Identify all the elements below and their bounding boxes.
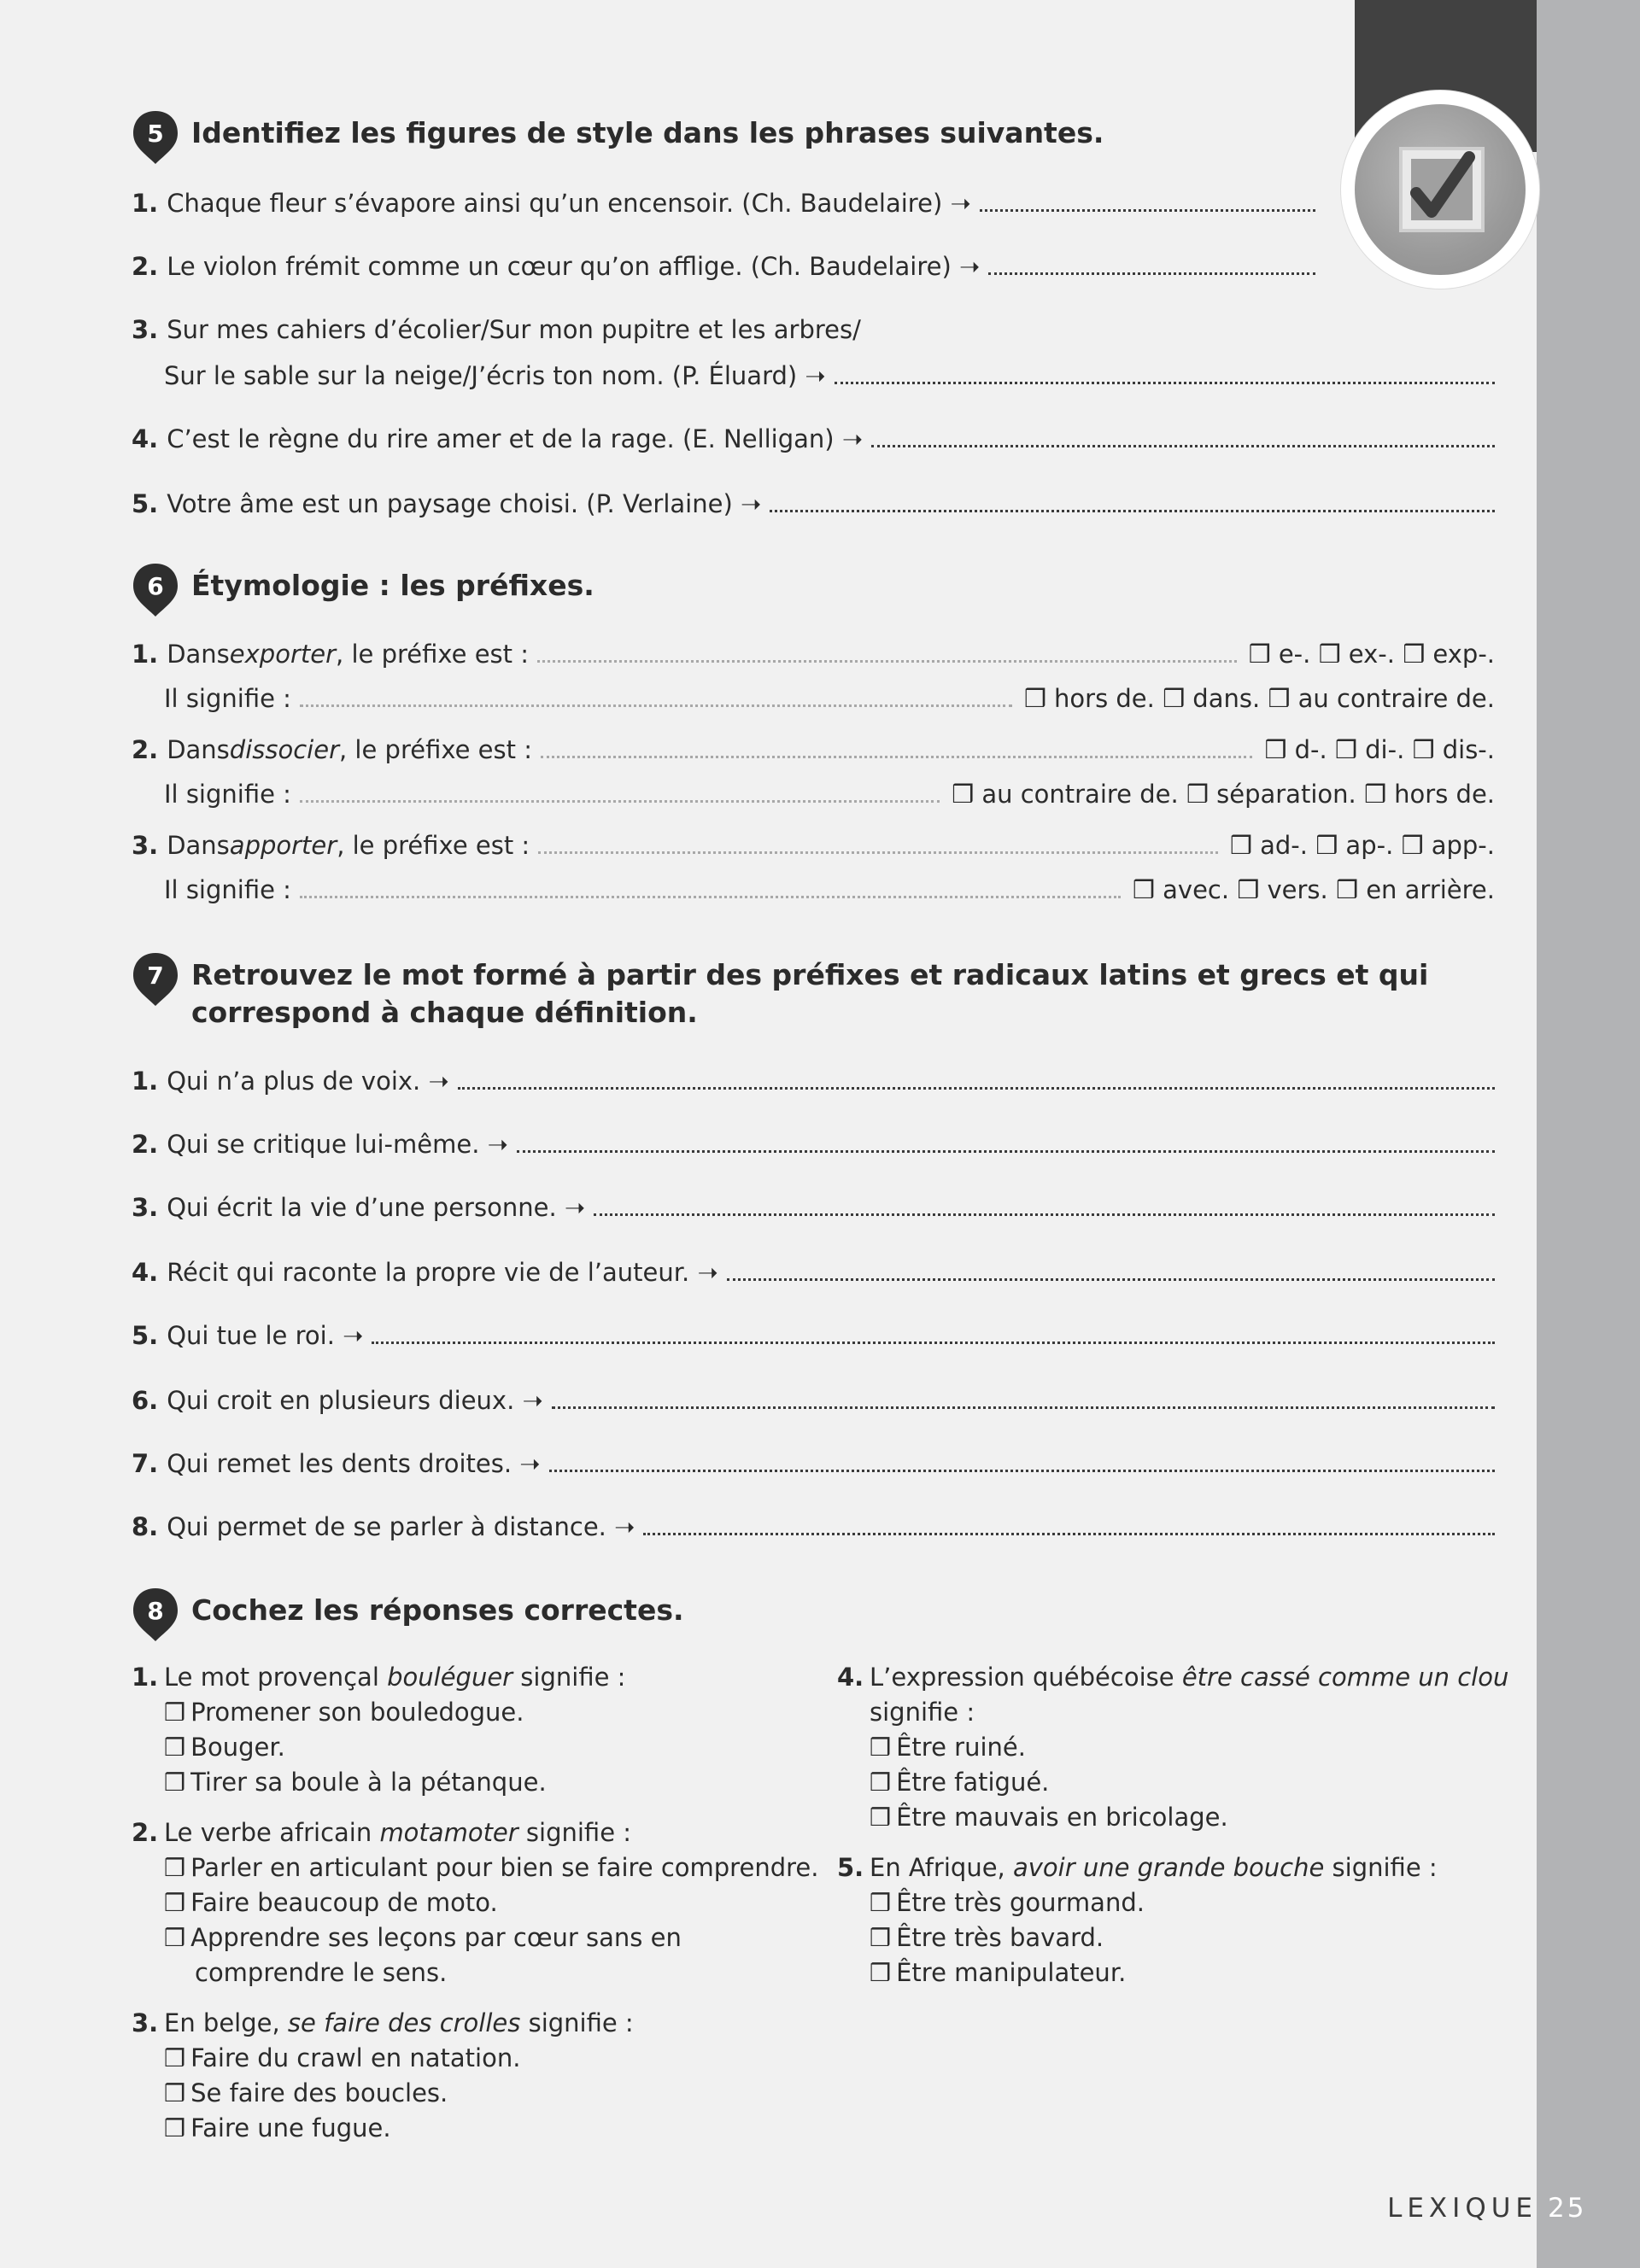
- exercise-title: Identifiez les figures de style dans les phrases suivantes.: [191, 116, 1104, 149]
- checkbox-option[interactable]: ❒ Être manipulateur.: [870, 1958, 1127, 1987]
- ex7-item-5: 5. Qui tue le roi. ➝: [132, 1318, 1495, 1353]
- checkbox-option[interactable]: ❒ Être ruiné.: [870, 1733, 1026, 1762]
- ex6-item-1-prefix: 1. Dans exporter , le préfixe est : ❒ e-. ❒ ex-. ❒ exp-.: [132, 637, 1495, 671]
- checkbox-option[interactable]: ❒ Faire beaucoup de moto.: [164, 1888, 498, 1917]
- checkbox-icon: ❒: [870, 1803, 892, 1832]
- checkbox-option[interactable]: ❒ Être fatigué.: [870, 1768, 1050, 1797]
- checkbox-icon: ❒: [870, 1924, 892, 1952]
- ex5-item-2: 2. Le violon frémit comme un cœur qu’on afflige. (Ch. Baudelaire) ➝: [132, 249, 1315, 284]
- checkbox-icon: ❒: [164, 1854, 186, 1882]
- choice-options[interactable]: ❒ e-. ❒ ex-. ❒ exp-.: [1248, 640, 1495, 669]
- ex6-item-2-prefix: 2. Dans dissocier , le préfixe est : ❒ d-. ❒ di-. ❒ dis-.: [132, 733, 1495, 767]
- exercise-number-badge: [132, 562, 179, 618]
- answer-line[interactable]: [537, 641, 1237, 663]
- checkbox-icon: ❒: [164, 2044, 186, 2072]
- checkbox-option[interactable]: ❒ Promener son bouledogue.: [164, 1698, 524, 1727]
- answer-line[interactable]: [988, 254, 1315, 275]
- ex8-right-column: [837, 1660, 1512, 1990]
- ex5-item-5: 5. Votre âme est un paysage choisi. (P. Verlaine) ➝: [132, 487, 1495, 521]
- check-icon: [1397, 145, 1486, 234]
- exercise-6: [132, 567, 1495, 605]
- exercise-5: [132, 114, 1495, 152]
- choice-options[interactable]: ❒ au contraire de. ❒ séparation. ❒ hors de.: [952, 780, 1495, 809]
- checkbox-icon: ❒: [870, 1733, 892, 1762]
- checkbox-icon: ❒: [164, 1733, 186, 1762]
- checkbox-icon: ❒: [164, 1889, 186, 1917]
- question-continuation: signifie :: [870, 1698, 975, 1727]
- exercise-number-badge: [132, 109, 179, 166]
- ex6-item-3-meaning: Il signifie : ❒ avec. ❒ vers. ❒ en arrière.: [132, 873, 1495, 907]
- ex5-item-3-line-2: Sur le sable sur la neige/J’écris ton nom. (P. Éluard) ➝: [132, 359, 1495, 393]
- answer-line[interactable]: [300, 781, 940, 803]
- exercise-number-badge: [132, 951, 179, 1008]
- right-margin-band: [1537, 0, 1640, 2268]
- answer-line[interactable]: [300, 877, 1121, 898]
- answer-line[interactable]: [643, 1514, 1495, 1535]
- ex5-item-4: 4. C’est le règne du rire amer et de la rage. (E. Nelligan) ➝: [132, 422, 1495, 456]
- answer-line[interactable]: [538, 833, 1218, 854]
- answer-line[interactable]: [980, 190, 1315, 212]
- footer-section-label: LEXIQUE: [1387, 2193, 1538, 2224]
- exercise-8: [132, 1592, 1495, 1629]
- page-number: 25: [1548, 2193, 1587, 2224]
- answer-line[interactable]: [372, 1323, 1495, 1344]
- ex8-question-3: 3. En belge, se faire des crolles signifie :: [132, 2008, 634, 2037]
- checkbox-icon: ❒: [164, 1698, 186, 1727]
- exercise-title: Cochez les réponses correctes.: [191, 1593, 684, 1627]
- checkbox-option[interactable]: ❒ Faire une fugue.: [164, 2113, 391, 2142]
- answer-line[interactable]: [871, 426, 1495, 447]
- checkbox-option[interactable]: ❒ Être très gourmand.: [870, 1888, 1145, 1917]
- exercise-number-badge: [132, 1587, 179, 1643]
- svg-text:7: 7: [147, 962, 164, 990]
- exercise-title: Retrouvez le mot formé à partir des préfixes et radicaux latins et grecs et qui correspond à chaque définition.: [191, 958, 1429, 1029]
- ex8-question-2: 2. Le verbe africain motamoter signifie :: [132, 1818, 632, 1847]
- checkbox-icon: ❒: [870, 1768, 892, 1797]
- checkbox-icon: ❒: [164, 2079, 186, 2107]
- exercise-title: Étymologie : les préfixes.: [191, 569, 594, 602]
- checkbox-option[interactable]: ❒ Faire du crawl en natation.: [164, 2043, 521, 2072]
- ex7-item-4: 4. Récit qui raconte la propre vie de l’auteur. ➝: [132, 1255, 1495, 1289]
- checkbox-option[interactable]: ❒ Bouger.: [164, 1733, 285, 1762]
- answer-line[interactable]: [552, 1388, 1495, 1409]
- checkbox-icon: ❒: [870, 1889, 892, 1917]
- answer-line[interactable]: [594, 1195, 1495, 1216]
- checkbox-option[interactable]: ❒ Tirer sa boule à la pétanque.: [164, 1768, 547, 1797]
- checkbox-icon: ❒: [870, 1959, 892, 1987]
- answer-line[interactable]: [541, 737, 1252, 758]
- ex7-item-2: 2. Qui se critique lui-même. ➝: [132, 1127, 1495, 1161]
- choice-options[interactable]: ❒ ad-. ❒ ap-. ❒ app-.: [1229, 831, 1495, 860]
- ex7-item-1: 1. Qui n’a plus de voix. ➝: [132, 1064, 1495, 1098]
- ex8-question-1: 1. Le mot provençal bouléguer signifie :: [132, 1663, 626, 1692]
- answer-line[interactable]: [458, 1068, 1495, 1090]
- ex8-left-column: [132, 1660, 819, 2146]
- checkbox-option[interactable]: ❒ Être très bavard.: [870, 1923, 1104, 1952]
- checkbox-option[interactable]: ❒ Parler en articulant pour bien se faire comprendre.: [164, 1853, 819, 1882]
- answer-line[interactable]: [770, 491, 1495, 512]
- ex5-item-1: 1. Chaque fleur s’évapore ainsi qu’un encensoir. (Ch. Baudelaire) ➝: [132, 186, 1315, 220]
- option-continuation: comprendre le sens.: [195, 1958, 448, 1987]
- checkbox-icon: ❒: [164, 1768, 186, 1797]
- ex8-question-4: 4. L’expression québécoise être cassé comme un clou: [837, 1663, 1509, 1692]
- checkbox-icon: ❒: [164, 2114, 186, 2142]
- answer-line[interactable]: [835, 363, 1495, 384]
- answer-line[interactable]: [300, 686, 1012, 707]
- ex8-question-5: 5. En Afrique, avoir une grande bouche signifie :: [837, 1853, 1438, 1882]
- svg-text:5: 5: [147, 120, 164, 148]
- ex5-item-3-line-1: 3. Sur mes cahiers d’écolier/Sur mon pupitre et les arbres/: [132, 315, 861, 344]
- svg-text:8: 8: [147, 1597, 164, 1625]
- answer-line[interactable]: [549, 1451, 1495, 1472]
- checkbox-option[interactable]: ❒ Apprendre ses leçons par cœur sans en: [164, 1923, 682, 1952]
- ex6-item-1-meaning: Il signifie : ❒ hors de. ❒ dans. ❒ au contraire de.: [132, 681, 1495, 716]
- ex6-item-3-prefix: 3. Dans apporter , le préfixe est : ❒ ad-. ❒ ap-. ❒ app-.: [132, 828, 1495, 862]
- checkbox-option[interactable]: ❒ Être mauvais en bricolage.: [870, 1803, 1228, 1832]
- exercise-7: [132, 956, 1495, 1032]
- ex7-item-7: 7. Qui remet les dents droites. ➝: [132, 1447, 1495, 1481]
- choice-options[interactable]: ❒ d-. ❒ di-. ❒ dis-.: [1264, 735, 1495, 764]
- svg-text:6: 6: [147, 572, 164, 600]
- ex7-item-8: 8. Qui permet de se parler à distance. ➝: [132, 1510, 1495, 1544]
- ex7-item-3: 3. Qui écrit la vie d’une personne. ➝: [132, 1190, 1495, 1225]
- ex6-item-2-meaning: Il signifie : ❒ au contraire de. ❒ séparation. ❒ hors de.: [132, 777, 1495, 811]
- answer-line[interactable]: [517, 1131, 1495, 1153]
- ex7-item-6: 6. Qui croit en plusieurs dieux. ➝: [132, 1383, 1495, 1418]
- checkbox-option[interactable]: ❒ Se faire des boucles.: [164, 2078, 448, 2107]
- checkbox-icon: ❒: [164, 1924, 186, 1952]
- answer-line[interactable]: [727, 1260, 1495, 1281]
- choice-options[interactable]: ❒ hors de. ❒ dans. ❒ au contraire de.: [1023, 684, 1495, 713]
- choice-options[interactable]: ❒ avec. ❒ vers. ❒ en arrière.: [1132, 875, 1495, 904]
